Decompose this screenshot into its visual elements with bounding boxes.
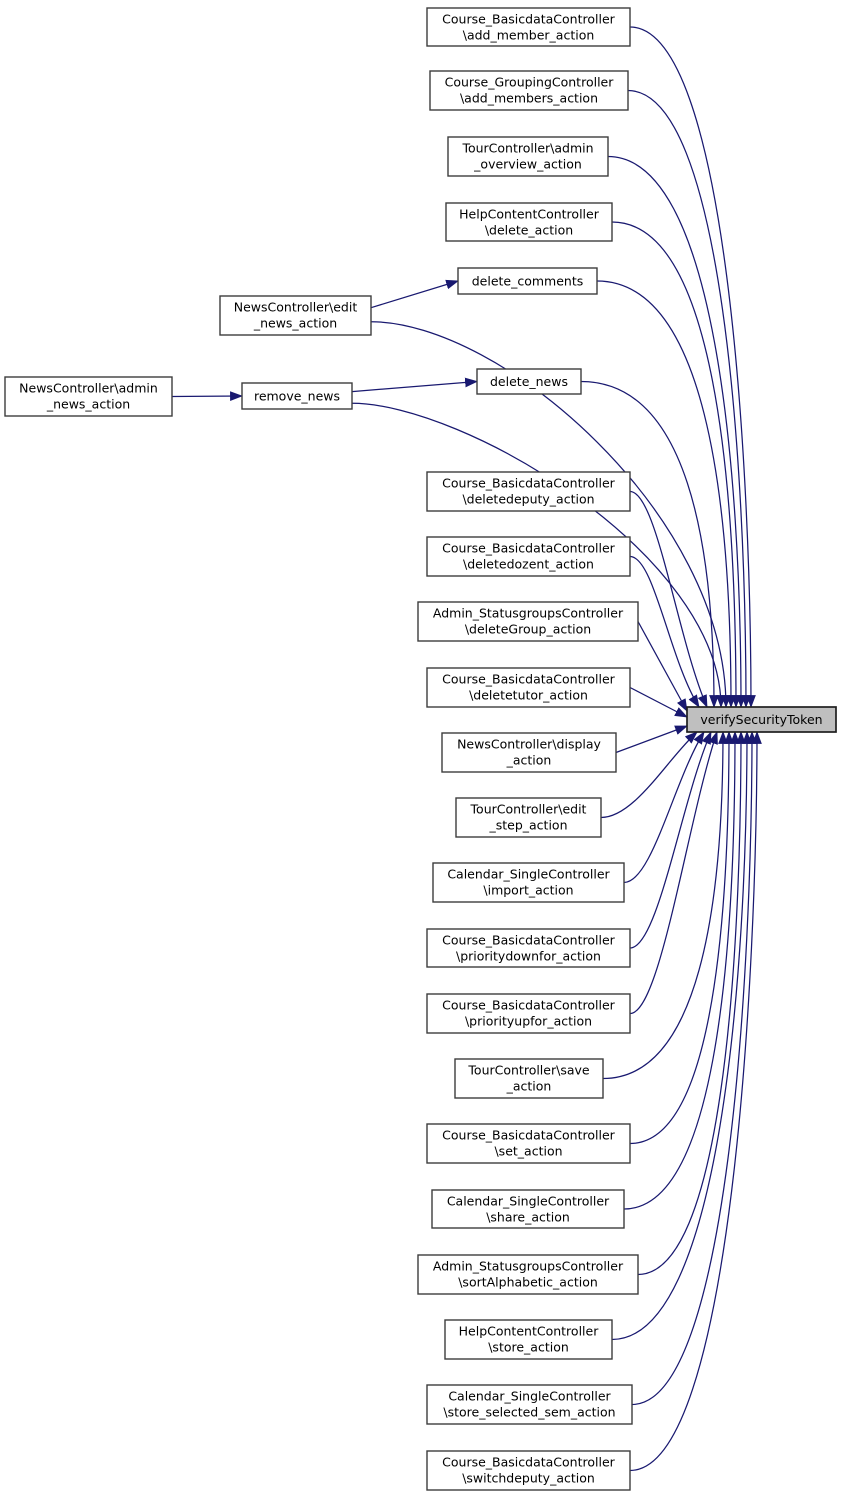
node-label: delete_comments bbox=[471, 273, 584, 289]
node-set_action[interactable] bbox=[427, 1124, 630, 1163]
node-label: remove_news bbox=[253, 388, 341, 404]
node-label-line2: \sortAlphabetic_action bbox=[458, 1274, 598, 1290]
node-label-line1: NewsController\admin bbox=[19, 380, 158, 396]
node-store_action[interactable] bbox=[445, 1320, 612, 1359]
node-delete_news[interactable] bbox=[477, 369, 581, 394]
node-label-line1: TourController\edit bbox=[470, 801, 587, 817]
node-label-line1: NewsController\edit bbox=[233, 299, 358, 315]
edge-sortAlphabetic-to-verify bbox=[638, 732, 741, 1275]
node-label-line1: Course_BasicdataController bbox=[442, 540, 615, 556]
node-deletedozent[interactable] bbox=[427, 537, 630, 576]
node-label-line2: \prioritydownfor_action bbox=[456, 948, 601, 964]
node-label-line2: \set_action bbox=[494, 1143, 563, 1159]
node-label-line2: _overview_action bbox=[474, 156, 582, 172]
node-label-line2: _step_action bbox=[489, 817, 568, 833]
node-label-line1: HelpContentController bbox=[459, 206, 599, 222]
node-label-line1: Calendar_SingleController bbox=[448, 1388, 611, 1404]
node-label-line1: HelpContentController bbox=[458, 1323, 599, 1339]
node-label-line1: Course_BasicdataController bbox=[442, 997, 615, 1013]
node-label-line1: TourController\admin bbox=[462, 140, 594, 156]
node-add_member[interactable] bbox=[427, 8, 630, 46]
node-label-line2: _action bbox=[506, 752, 552, 768]
node-admin_overview[interactable] bbox=[448, 137, 608, 176]
node-edit_step[interactable] bbox=[456, 798, 601, 837]
node-label-line1: Calendar_SingleController bbox=[446, 1193, 610, 1209]
node-label-line1: Course_GroupingController bbox=[444, 74, 614, 90]
node-label-line2: \import_action bbox=[483, 882, 574, 898]
node-import_action[interactable] bbox=[433, 863, 624, 902]
node-label-line1: TourController\save bbox=[468, 1062, 590, 1078]
node-label-line2: _action bbox=[506, 1078, 552, 1094]
edge-remove_news-to-delete_news bbox=[352, 382, 477, 392]
edge-admin_news-to-remove_news bbox=[172, 396, 242, 397]
edge-add_members-to-verify bbox=[628, 91, 746, 708]
edge-set_action-to-verify bbox=[630, 732, 729, 1144]
node-label-line1: Course_BasicdataController bbox=[442, 1454, 615, 1470]
edge-import_action-to-verify bbox=[624, 732, 704, 883]
node-switchdeputy[interactable] bbox=[427, 1451, 630, 1490]
node-label-line1: Course_BasicdataController bbox=[442, 475, 615, 491]
node-label-line2: \deletedeputy_action bbox=[462, 491, 595, 507]
node-label-line2: _news_action bbox=[46, 396, 131, 412]
node-share_action[interactable] bbox=[432, 1190, 624, 1228]
node-help_delete[interactable] bbox=[446, 203, 612, 241]
node-prioritydownfor[interactable] bbox=[427, 929, 630, 967]
edge-store_action-to-verify bbox=[612, 732, 747, 1340]
node-add_members[interactable] bbox=[430, 71, 628, 110]
node-deleteGroup[interactable] bbox=[418, 602, 638, 641]
node-edit_news[interactable] bbox=[220, 296, 371, 335]
node-label-line2: \deletetutor_action bbox=[469, 687, 588, 703]
edge-deletetutor-to-verify bbox=[630, 688, 687, 718]
edge-prioritydownfor-to-verify bbox=[630, 732, 711, 948]
edge-deletedozent-to-verify bbox=[630, 557, 699, 708]
edge-priorityupfor-to-verify bbox=[630, 732, 717, 1014]
edge-display_action-to-verify bbox=[616, 726, 687, 753]
node-save_action[interactable] bbox=[455, 1059, 603, 1098]
node-display_action[interactable] bbox=[442, 733, 616, 772]
edge-add_member-to-verify bbox=[630, 27, 751, 707]
node-deletetutor[interactable] bbox=[427, 668, 630, 707]
node-deletedeputy[interactable] bbox=[427, 472, 630, 511]
edge-edit_news-to-delete_comments bbox=[371, 281, 458, 308]
node-verify bbox=[687, 707, 836, 732]
node-priorityupfor[interactable] bbox=[427, 994, 630, 1033]
node-label-line2: \store_action bbox=[488, 1339, 569, 1355]
node-label-line2: \switchdeputy_action bbox=[462, 1470, 595, 1486]
node-admin_news[interactable] bbox=[5, 377, 172, 416]
node-store_selected[interactable] bbox=[427, 1385, 632, 1424]
node-label-line1: Course_BasicdataController bbox=[442, 11, 615, 27]
node-sortAlphabetic[interactable] bbox=[418, 1255, 638, 1294]
node-label-line1: Course_BasicdataController bbox=[442, 1127, 615, 1143]
node-label-line2: \deleteGroup_action bbox=[464, 621, 592, 637]
node-label-line2: \add_member_action bbox=[462, 27, 595, 43]
node-label-line2: \delete_action bbox=[484, 222, 574, 238]
node-label-line2: \priorityupfor_action bbox=[464, 1013, 593, 1029]
node-label-line1: Admin_StatusgroupsController bbox=[432, 1258, 624, 1274]
node-label-line2: \add_members_action bbox=[459, 90, 599, 106]
node-delete_comments[interactable] bbox=[458, 268, 597, 294]
node-label-line1: Calendar_SingleController bbox=[447, 866, 610, 882]
node-label: delete_news bbox=[490, 374, 568, 389]
node-label-line2: _news_action bbox=[253, 315, 338, 331]
node-label-line1: NewsController\display bbox=[457, 736, 601, 752]
edge-switchdeputy-to-verify bbox=[630, 732, 757, 1471]
node-label-line2: \deletedozent_action bbox=[463, 556, 594, 572]
node-label-line1: Course_BasicdataController bbox=[442, 932, 615, 948]
node-label: verifySecurityToken bbox=[700, 712, 823, 727]
edge-deletedeputy-to-verify bbox=[630, 492, 707, 708]
node-remove_news[interactable] bbox=[242, 383, 352, 409]
node-label-line2: \share_action bbox=[486, 1209, 570, 1225]
node-label-line1: Course_BasicdataController bbox=[442, 671, 615, 687]
node-label-line2: \store_selected_sem_action bbox=[443, 1404, 616, 1420]
node-label-line1: Admin_StatusgroupsController bbox=[432, 605, 624, 621]
